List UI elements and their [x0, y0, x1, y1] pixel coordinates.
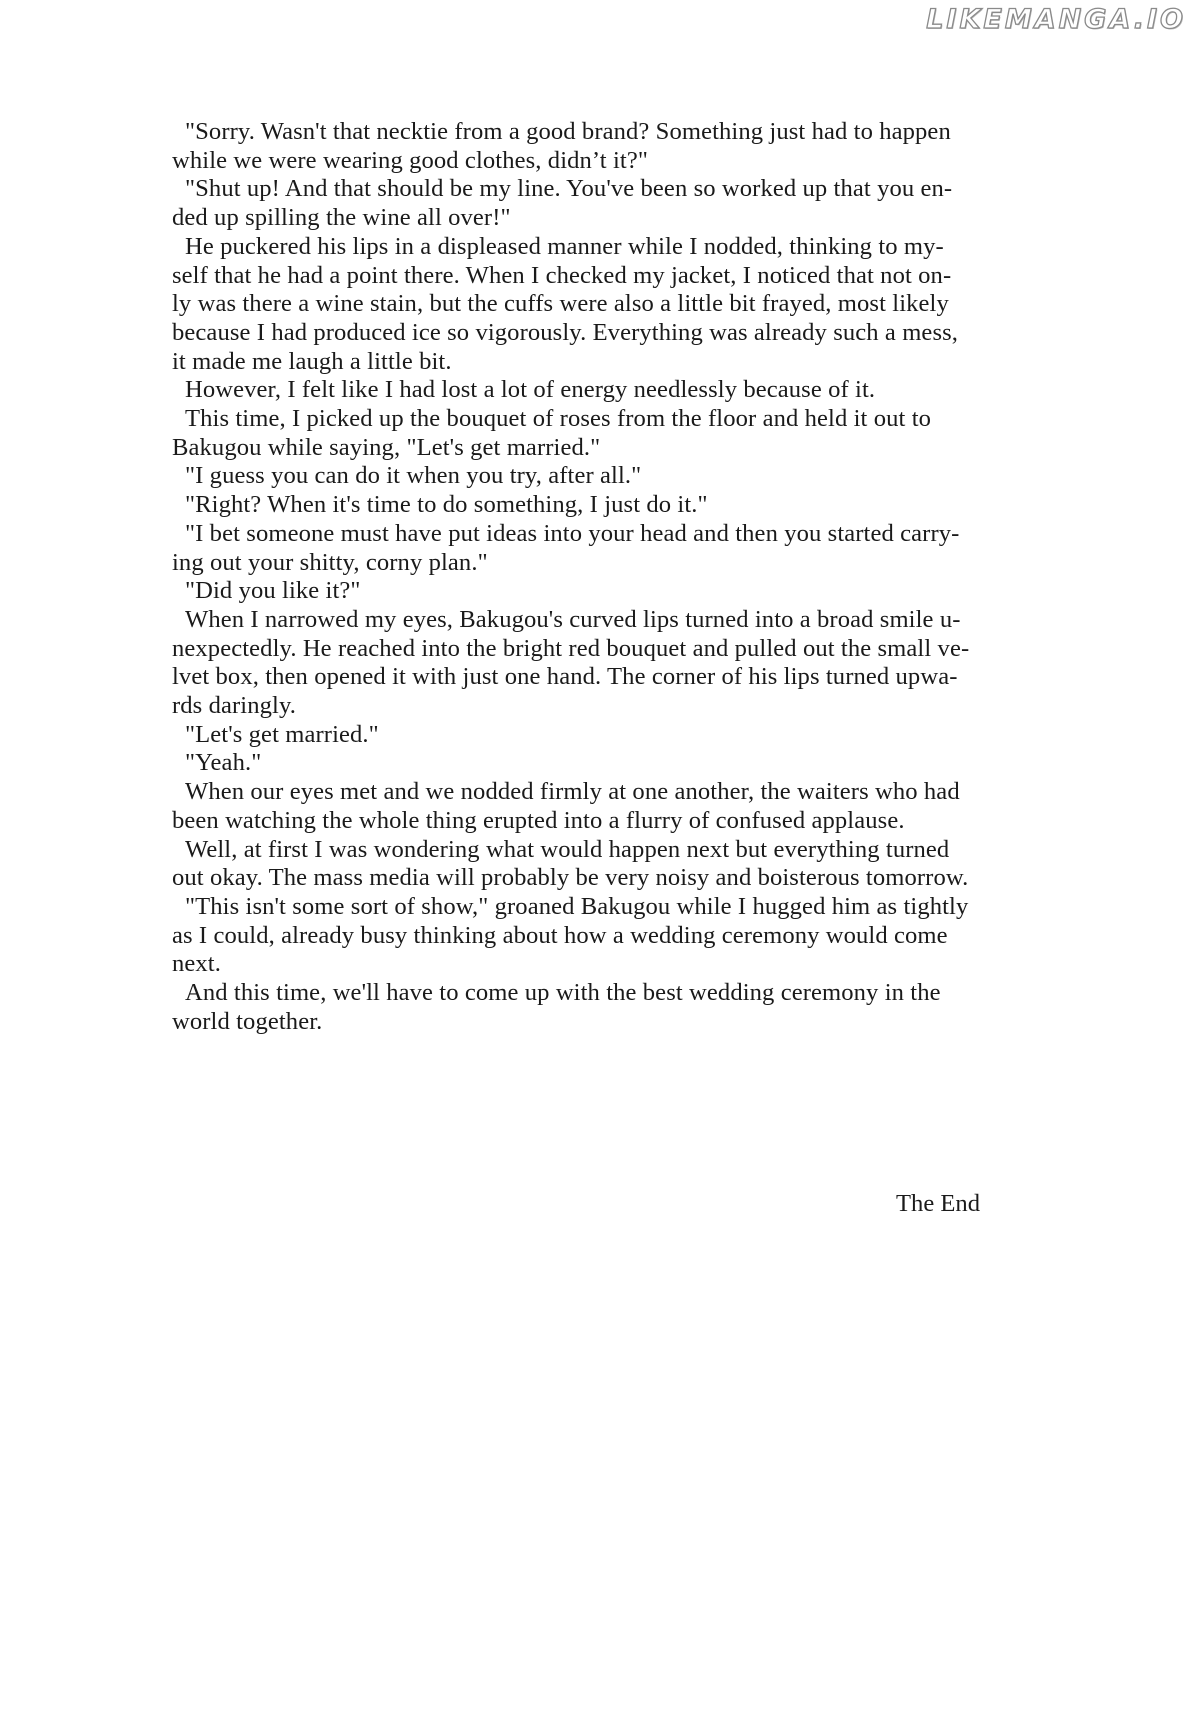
- text-line: while we were wearing good clothes, didn’t it?": [172, 146, 648, 174]
- text-line: been watching the whole thing erupted into a flurry of confused applause.: [172, 806, 905, 834]
- text-line: ing out your shitty, corny plan.": [172, 548, 488, 576]
- text-line: And this time, we'll have to come up with the best wedding ceremony in the: [185, 979, 941, 1007]
- text-line: When I narrowed my eyes, Bakugou's curved lips turned into a broad smile u-: [185, 605, 961, 633]
- text-line: rds daringly.: [172, 692, 297, 720]
- text-line: "Shut up! And that should be my line. You've been so worked up that you en-: [185, 175, 953, 203]
- text-line: world together.: [172, 1007, 323, 1035]
- text-line: However, I felt like I had lost a lot of energy needlessly because of it.: [185, 376, 876, 404]
- text-line: next.: [172, 950, 221, 978]
- text-line: Well, at first I was wondering what would happen next but everything turned: [185, 835, 950, 863]
- text-line: "Yeah.": [185, 749, 262, 777]
- text-line: He puckered his lips in a displeased manner while I nodded, thinking to my-: [185, 232, 944, 260]
- text-line: "Let's get married.": [185, 720, 379, 748]
- the-end-label: The End: [896, 1190, 981, 1217]
- text-line: "Did you like it?": [185, 577, 361, 605]
- text-line: lvet box, then opened it with just one hand. The corner of his lips turned upwa-: [172, 663, 958, 691]
- text-line: Bakugou while saying, "Let's get married.": [172, 433, 601, 461]
- text-line: "I guess you can do it when you try, after all.": [185, 462, 642, 490]
- text-line: self that he had a point there. When I checked my jacket, I noticed that not on-: [172, 261, 952, 289]
- text-line: This time, I picked up the bouquet of roses from the floor and held it out to: [185, 405, 932, 433]
- text-line: as I could, already busy thinking about how a wedding ceremony would come: [172, 921, 948, 949]
- text-line: because I had produced ice so vigorously. Everything was already such a mess,: [172, 318, 959, 346]
- text-line: "I bet someone must have put ideas into your head and then you started carry-: [185, 519, 960, 547]
- text-line: ly was there a wine stain, but the cuffs were also a little bit frayed, most likely: [172, 290, 949, 318]
- site-watermark: LIKEMANGA.IO: [926, 4, 1186, 35]
- story-text: [172, 118, 1002, 1037]
- text-line: nexpectedly. He reached into the bright red bouquet and pulled out the small ve-: [172, 634, 970, 662]
- text-line: it made me laugh a little bit.: [172, 347, 452, 375]
- text-line: ded up spilling the wine all over!": [172, 204, 511, 232]
- text-line: When our eyes met and we nodded firmly at one another, the waiters who had: [185, 778, 960, 806]
- text-line: "Right? When it's time to do something, I just do it.": [185, 491, 708, 519]
- text-line: "This isn't some sort of show," groaned Bakugou while I hugged him as tightly: [185, 892, 969, 920]
- text-line: out okay. The mass media will probably be very noisy and boisterous tomorrow.: [172, 864, 969, 892]
- text-line: "Sorry. Wasn't that necktie from a good brand? Something just had to happen: [185, 118, 951, 145]
